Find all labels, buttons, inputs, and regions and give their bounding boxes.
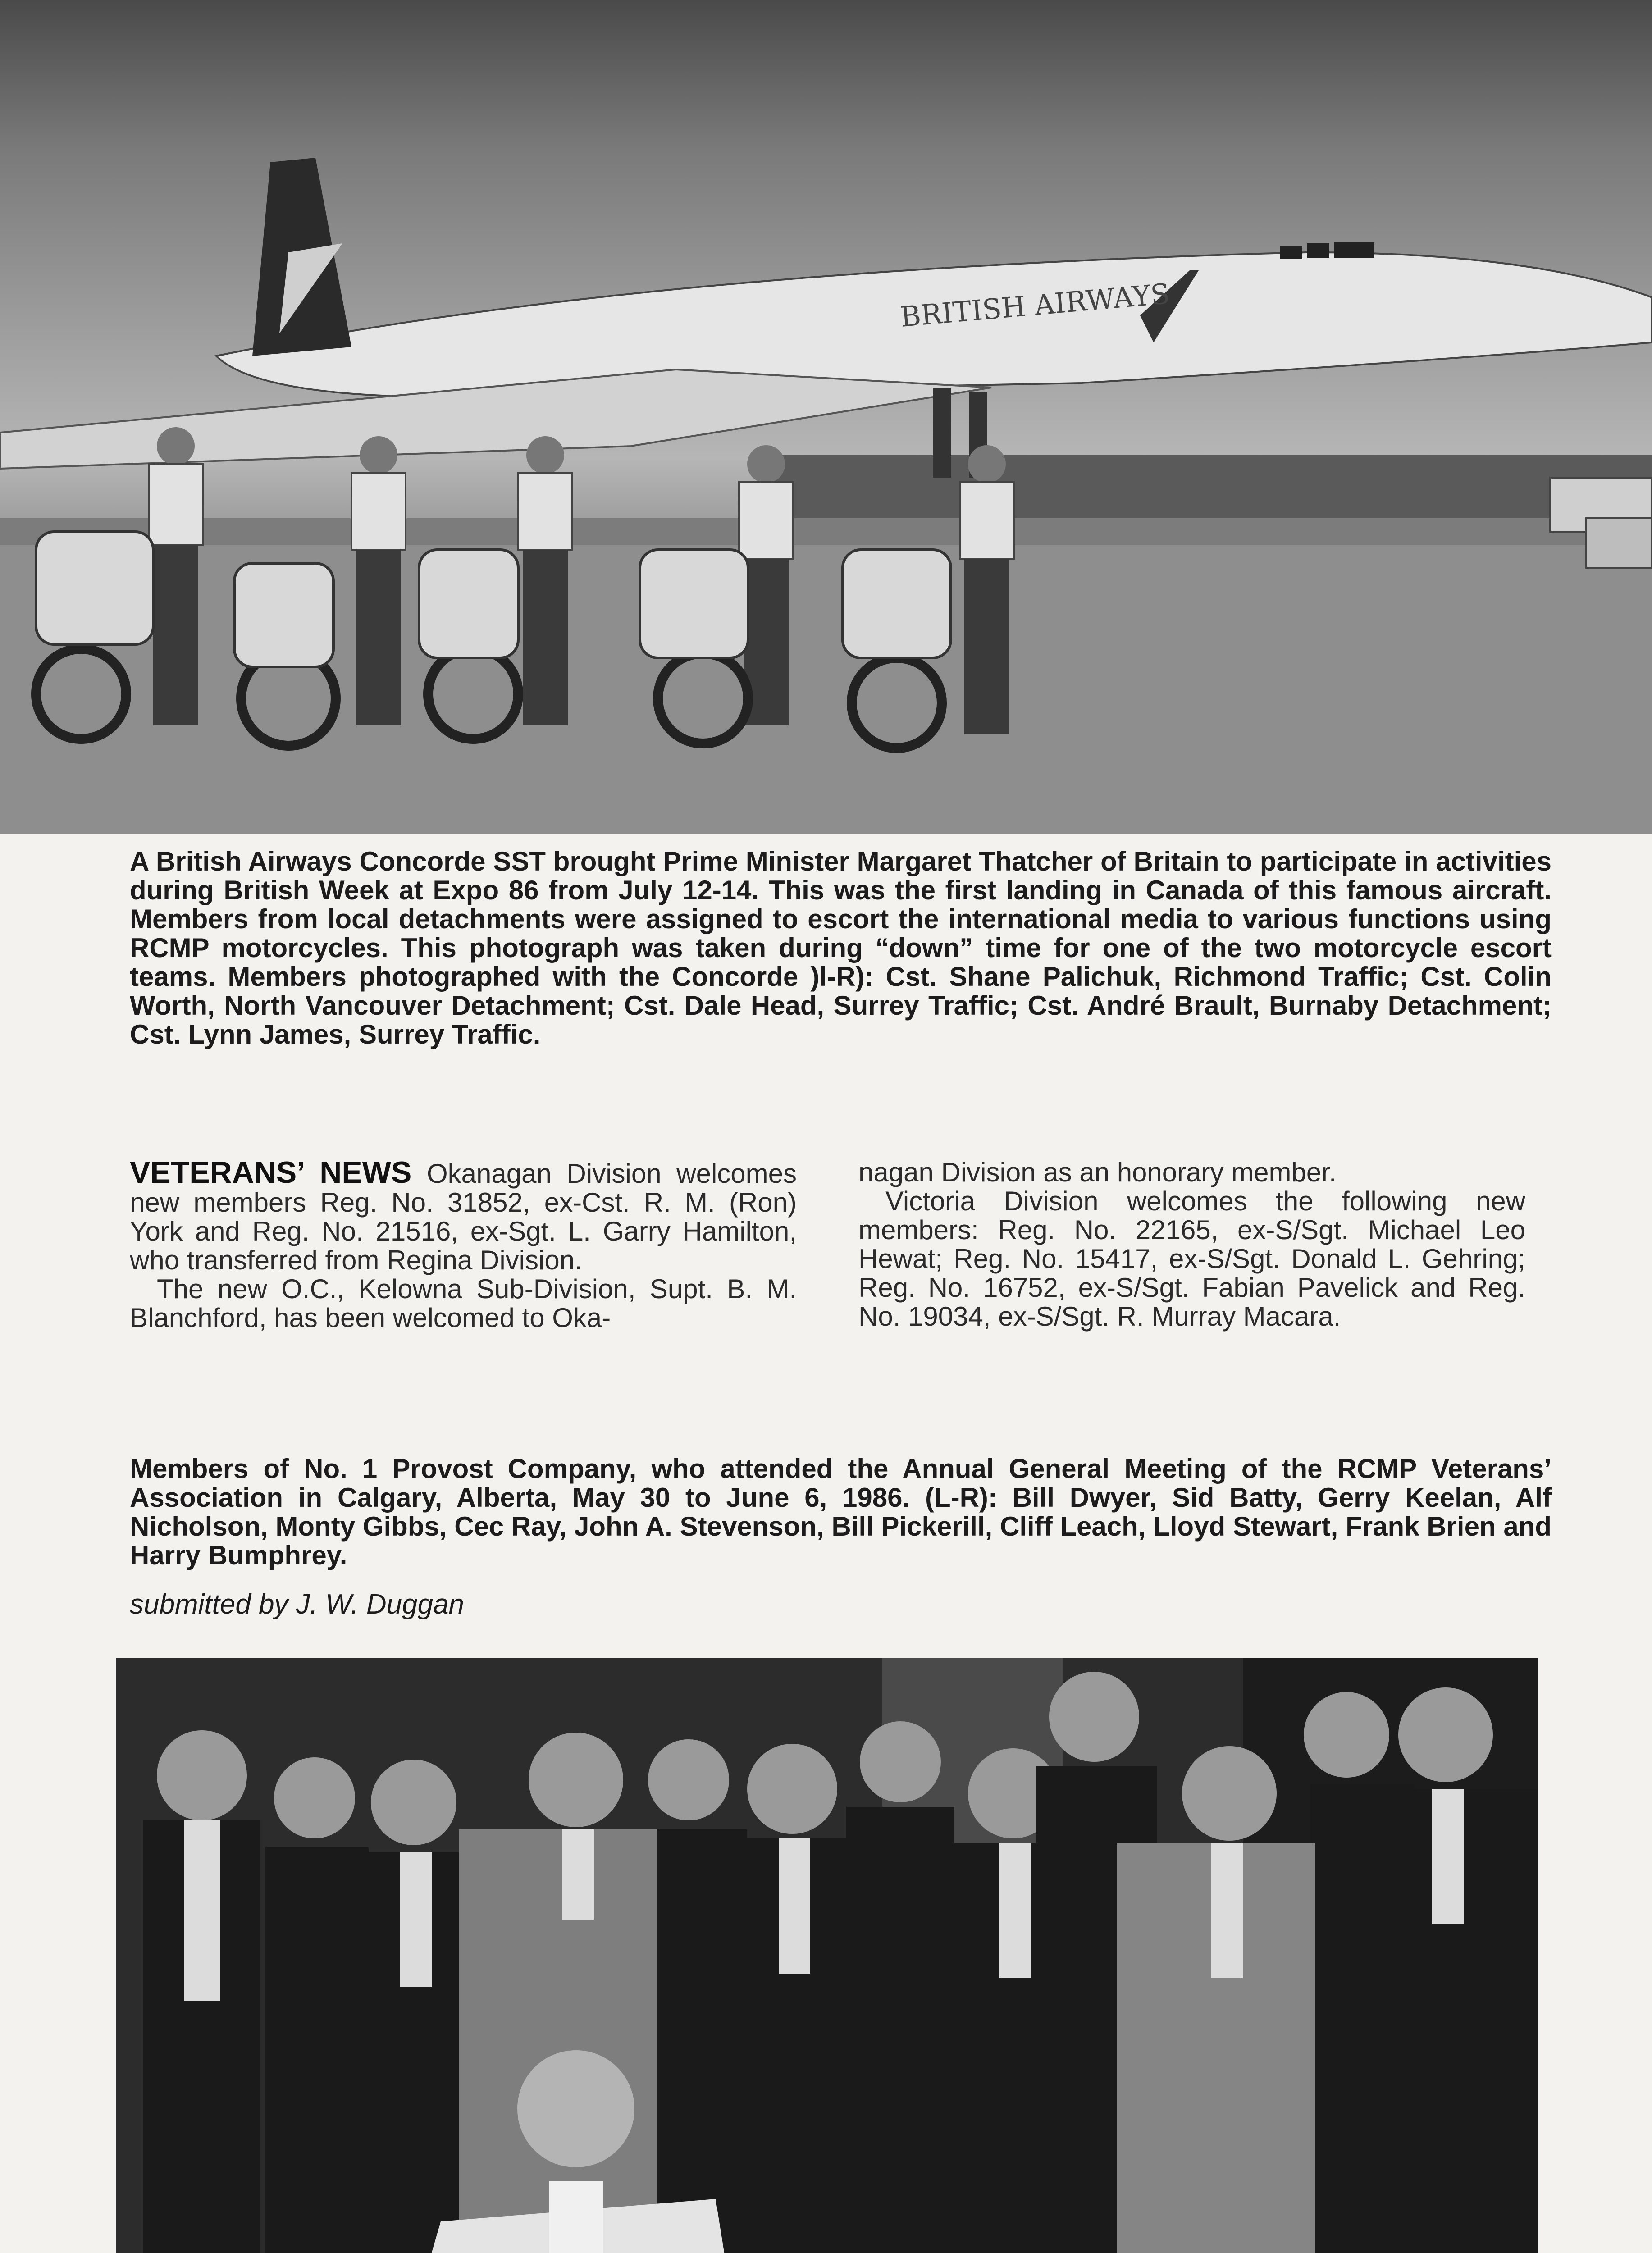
- veterans-news-paragraph-continuation: nagan Division as an honorary member.: [858, 1157, 1337, 1187]
- veterans-news-column-right: [858, 1158, 1525, 1331]
- photo-credit: submitted by J. W. Duggan: [130, 1589, 465, 1620]
- concorde-photo-caption: A British Airways Concorde SST brought Prime Minister Margaret Thatcher of Britain to participate in activities during British Week at Expo 86 from July 12-14. This was the first landing in Canada of this famous aircraft. Members from local detachments were assigned to escort the international media to various functions using RCMP motorcycles. This photograph was taken during “down” time for one of the two motorcycle escort teams. Members photographed with the Concorde )l-R): Cst. Shane Palichuk, Richmond Traffic; Cst. Colin Worth, North Vancouver Detachment; Cst. Dale Head, Surrey Traffic; Cst. André Brault, Burnaby Detachment; Cst. Lynn James, Surrey Traffic.: [130, 846, 1552, 1049]
- concorde-photo: [0, 0, 1652, 834]
- veterans-news-column-left: [130, 1155, 797, 1333]
- group-photo-illustration: [116, 1658, 1538, 2253]
- veterans-news-paragraph-kelowna: The new O.C., Kelowna Sub-Division, Supt. B. M. Blanchford, has been welcomed to Oka-: [130, 1274, 797, 1333]
- provost-company-group-photo: [116, 1658, 1538, 2253]
- veterans-news-kicker: VETERANS’ NEWS: [130, 1155, 412, 1190]
- provost-photo-caption: Members of No. 1 Provost Company, who attended the Annual General Meeting of the RCMP Veterans’ Association in Calgary, Alberta, May 30 to June 6, 1986. (L-R): Bill Dwyer, Sid Batty, Gerry Keelan, Alf Nicholson, Monty Gibbs, Cec Ray, John A. Stevenson, Bill Pickerill, Cliff Leach, Lloyd Stewart, Frank Brien and Harry Bumphrey.: [130, 1454, 1552, 1570]
- concorde-photo-illustration: [0, 0, 1652, 834]
- svg-text:BRITISH AIRWAYS: BRITISH AIRWAYS: [899, 277, 1171, 333]
- veterans-news-okanagan-text: Okanagan Division welcomes new members Reg. No. 31852, ex-Cst. R. M. (Ron) York and Reg. No. 21516, ex-Sgt. L. Garry Hamilton, who transferred from Regina Division.: [130, 1158, 797, 1275]
- veterans-news-paragraph-okanagan: [130, 1155, 797, 1275]
- veterans-news-paragraph-victoria: Victoria Division welcomes the following new members: Reg. No. 22165, ex-S/Sgt. Michael Leo Hewat; Reg. No. 15417, ex-S/Sgt. Donald L. Gehring; Reg. No. 16752, ex-S/Sgt. Fabian Pavelick and Reg. No. 19034, ex-S/Sgt. R. Murray Macara.: [858, 1186, 1525, 1332]
